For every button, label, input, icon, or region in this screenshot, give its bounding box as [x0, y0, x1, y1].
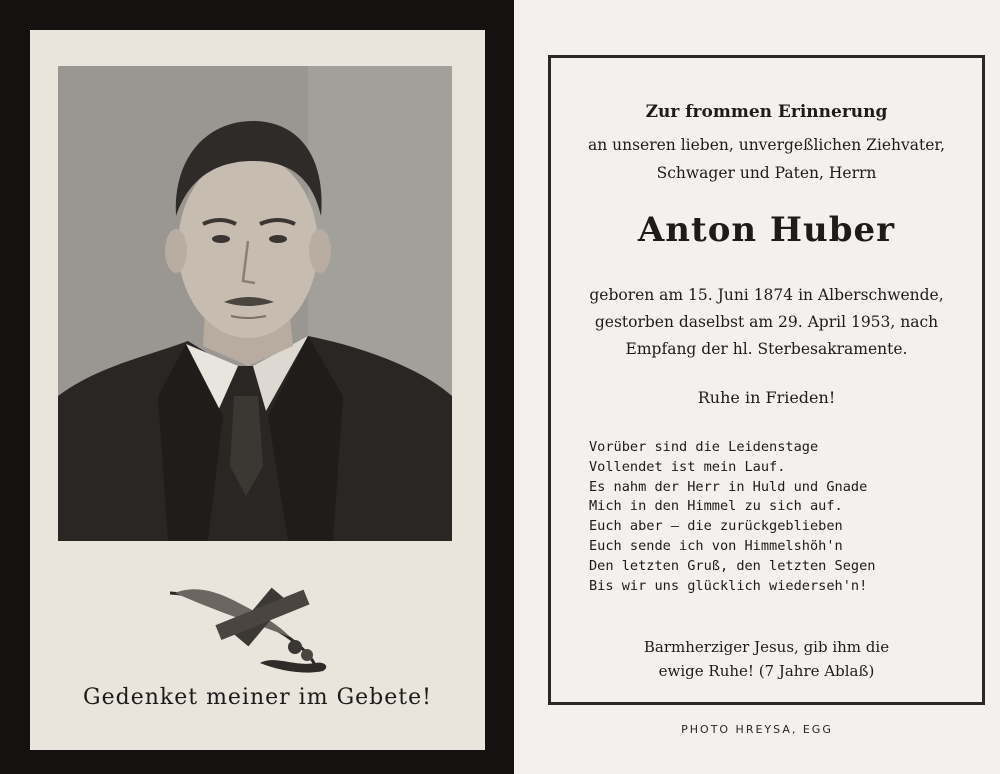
- poem-line: Mich in den Himmel zu sich auf.: [589, 498, 843, 515]
- intro-line-2: Schwager und Paten, Herrn: [656, 164, 877, 182]
- poem-line: Es nahm der Herr in Huld und Gnade: [589, 478, 868, 495]
- cross-icon: [165, 585, 340, 675]
- poem: [589, 438, 969, 596]
- cross-and-palm-emblem: [165, 585, 340, 675]
- photo-studio-credit: PHOTO HREYSA, EGG: [681, 723, 833, 736]
- text-frame: [548, 55, 985, 705]
- poem-line: Vorüber sind die Leidenstage: [589, 439, 819, 455]
- prayer-line-1: Barmherziger Jesus, gib ihm die: [643, 638, 890, 656]
- card-front-paper: [30, 30, 485, 750]
- prayer-line-2: ewige Ruhe! (7 Jahre Ablaß): [658, 662, 875, 680]
- intro-line-1: an unseren lieben, unvergeßlichen Ziehvater,: [587, 136, 946, 154]
- heading: Zur frommen Erinnerung: [645, 102, 888, 122]
- poem-line: Bis wir uns glücklich wiederseh'n!: [589, 577, 868, 594]
- portrait-photo: [58, 66, 452, 541]
- poem-line: Vollendet ist mein Lauf.: [589, 458, 786, 475]
- dates-line-2: gestorben daselbst am 29. April 1953, nach: [594, 313, 939, 331]
- card-front-caption: Gedenket meiner im Gebete!: [83, 685, 432, 710]
- deceased-name: Anton Huber: [637, 210, 896, 250]
- rest-in-peace: Ruhe in Frieden!: [697, 388, 836, 407]
- portrait-illustration: [58, 66, 452, 541]
- dates-line-3: Empfang der hl. Sterbesakramente.: [625, 340, 908, 358]
- memorial-card-back: [514, 0, 1000, 774]
- dates-line-1: geboren am 15. Juni 1874 in Alberschwende,: [589, 286, 944, 304]
- poem-line: Euch aber — die zurückgeblieben: [589, 518, 843, 535]
- poem-line: Den letzten Gruß, den letzten Segen: [589, 557, 876, 574]
- poem-line: Euch sende ich von Himmelshöh'n: [589, 537, 843, 554]
